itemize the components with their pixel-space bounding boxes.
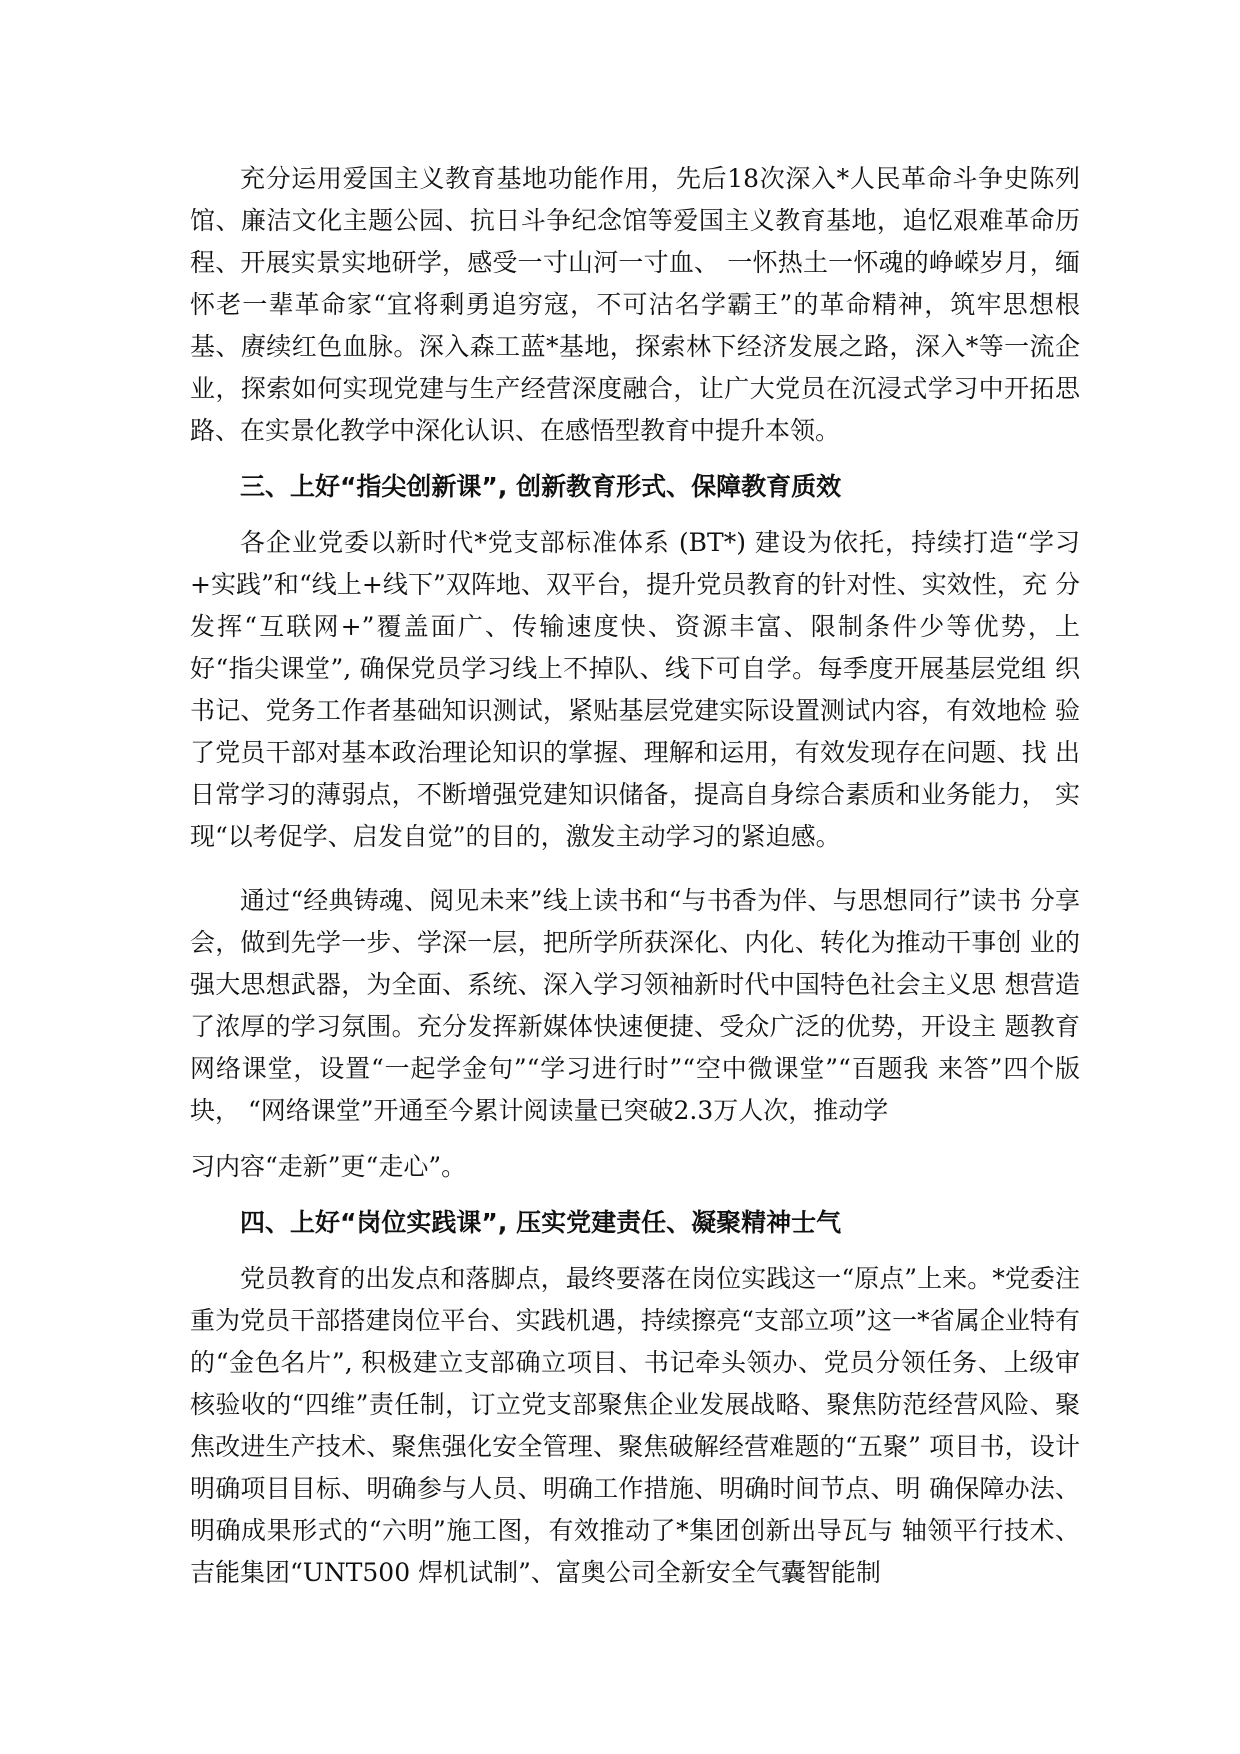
paragraph-online-learning: 各企业党委以新时代*党支部标准体系 (BT*) 建设为依托，持续打造“学习 +实践”和“线上+线下”双阵地、双平台，提升党员教育的针对性、实效性，充 分发挥“互联网+”覆盖面广、传输速度快、资源丰富、限制条件少等优势，上 好“指尖课堂”, 确保党员学习线上不掉队、线下可自学。每季度开展基层党组 织书记、党务工作者基础知识测试，紧贴基层党建实际设置测试内容，有效地检 验了党员干部对基本政治理论知识的掌握、理解和运用，有效发现存在问题、找 出日常学习的薄弱点，不断增强党建知识储备，提高自身综合素质和业务能力， 实现“以考促学、启发自觉”的目的，激发主动学习的紧迫感。 [190,528,1080,851]
section-heading-4: 四、上好“岗位实践课”, 压实党建责任、凝聚精神士气 [240,1208,842,1237]
paragraph-patriotic-education: 充分运用爱国主义教育基地功能作用，先后18次深入*人民革命斗争史陈列 馆、廉洁文化主题公园、抗日斗争纪念馆等爱国主义教育基地，追忆艰难革命历 程、开展实景实地研学，感受一寸山河一寸血、 一怀热土一怀魂的峥嵘岁月，缅 怀老一辈革命家“宜将剩勇追穷寇，不可沽名学霸王”的革命精神，筑牢思想根 基、赓续红色血脉。深入森工蓝*基地，探索林下经济发展之路，深入*等一流企 业，探索如何实现党建与生产经营深度融合，让广大党员在沉浸式学习中开拓思 路、在实景化教学中深化认识、在感悟型教育中提升本领。 [190,164,1080,445]
paragraph-job-practice: 党员教育的出发点和落脚点，最终要落在岗位实践这一“原点”上来。*党委注重为党员干部搭建岗位平台、实践机遇，持续擦亮“支部立项”这一*省属企业特有的“金色名片”, 积极建立支部确立项目、书记牵头领办、党员分领任务、上级审核验收的“四维”责任制，订立党支部聚焦企业发展战略、聚焦防范经营风险、聚焦改进生产技术、聚焦强化安全管理、聚焦破解经营难题的“五聚” 项目书，设计明确项目目标、明确参与人员、明确工作措施、明确时间节点、明 确保障办法、明确成果形式的“六明”施工图，有效推动了*集团创新出导瓦与 轴领平行技术、吉能集团“UNT500 焊机试制”、富奥公司全新安全气囊智能制 [190,1264,1080,1587]
section-heading-3: 三、上好“指尖创新课”, 创新教育形式、保障教育质效 [240,472,842,501]
paragraph-reading-sharing: 通过“经典铸魂、阅见未来”线上读书和“与书香为伴、与思想同行”读书 分享会，做到先学一步、学深一层，把所学所获深化、内化、转化为推动干事创 业的强大思想武器，为全面、系统、深入学习领袖新时代中国特色社会主义思 想营造了浓厚的学习氛围。充分发挥新媒体快速便捷、受众广泛的优势，开设主 题教育网络课堂，设置“一起学金句”“学习进行时”“空中微课堂”“百题我 来答”四个版块， “网络课堂”开通至今累计阅读量已突破2.3万人次，推动学 [190,886,1080,1125]
paragraph-reading-sharing-continued: 习内容“走新”更“走心”。 [190,1152,467,1181]
document-body [190,158,1080,1594]
